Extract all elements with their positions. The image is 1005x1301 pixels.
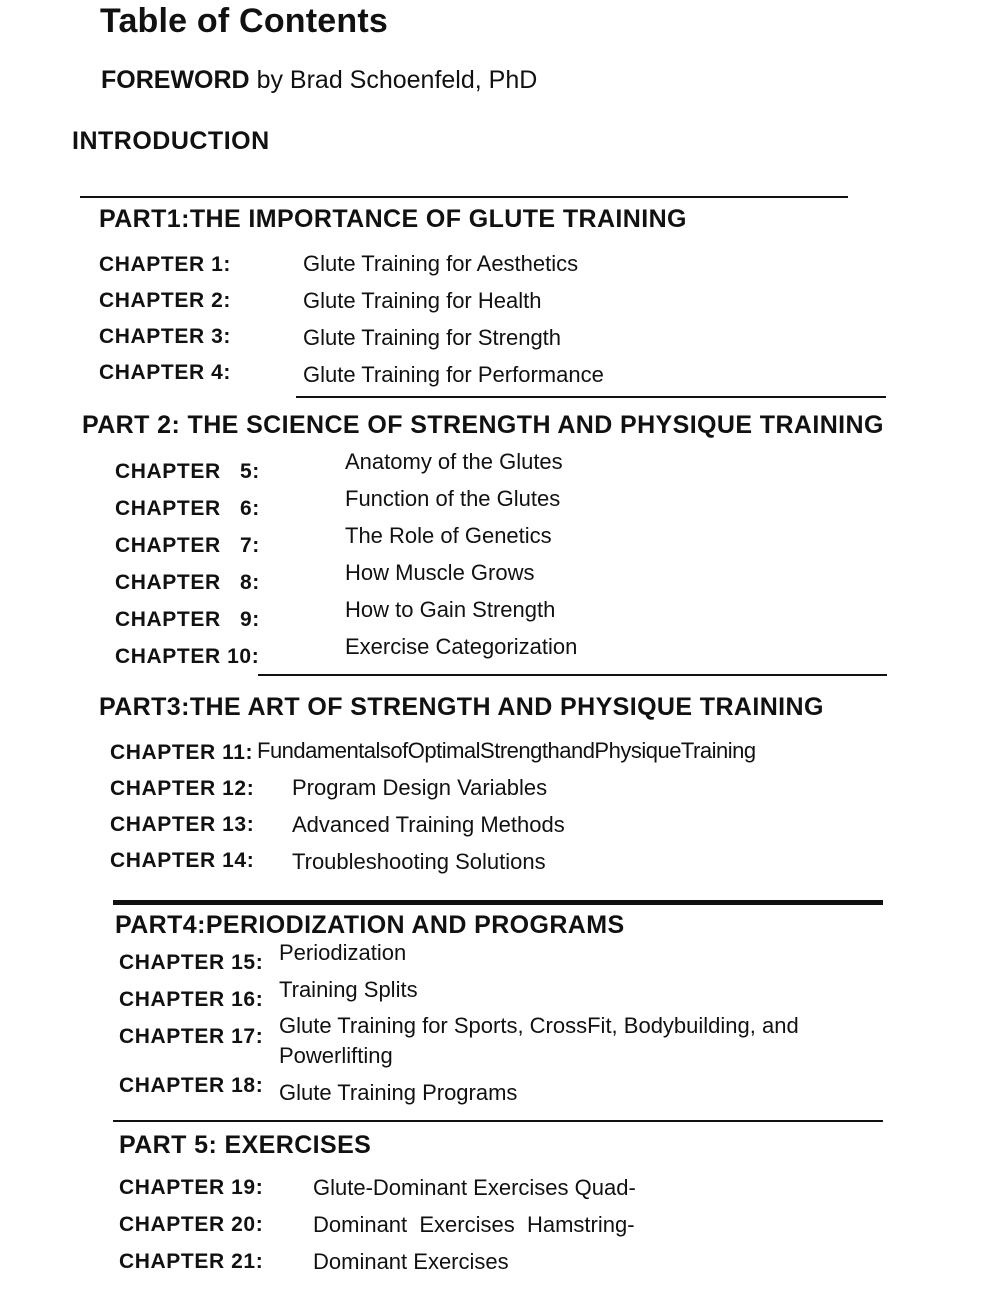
part-2-divider — [296, 396, 886, 398]
part-4-divider — [113, 900, 883, 905]
chapter-8-label: CHAPTER 8: — [115, 571, 260, 594]
chapter-5-title: Anatomy of the Glutes — [345, 449, 563, 474]
chapter-8-title: How Muscle Grows — [345, 560, 535, 585]
chapter-15-label: CHAPTER 15: — [119, 951, 264, 974]
chapter-10-title: Exercise Categorization — [345, 634, 578, 659]
chapter-6-title: Function of the Glutes — [345, 486, 561, 511]
foreword-byline: by Brad Schoenfeld, PhD — [256, 66, 538, 94]
chapter-13-label: CHAPTER 13: — [110, 813, 255, 836]
chapter-5-label: CHAPTER 5: — [115, 460, 260, 483]
chapter-19-title: Glute-Dominant Exercises Quad- — [313, 1175, 636, 1200]
foreword-line — [101, 66, 537, 95]
foreword-label: FOREWORD — [101, 66, 250, 94]
chapter-6-label: CHAPTER 6: — [115, 497, 260, 520]
chapter-14-label: CHAPTER 14: — [110, 849, 255, 872]
page-title: Table of Contents — [100, 2, 388, 40]
part-3-divider — [258, 674, 887, 676]
chapter-21-title: Dominant Exercises — [313, 1249, 509, 1274]
chapter-13-title: Advanced Training Methods — [292, 812, 565, 837]
chapter-3-title: Glute Training for Strength — [303, 325, 562, 350]
chapter-16-title: Training Splits — [279, 977, 418, 1002]
chapter-9-title: How to Gain Strength — [345, 597, 556, 622]
chapter-10-label: CHAPTER 10: — [115, 645, 260, 668]
chapter-11-label: CHAPTER 11: — [110, 741, 254, 764]
introduction-heading: INTRODUCTION — [72, 127, 270, 155]
part-1-heading: PART1:THE IMPORTANCE OF GLUTE TRAINING — [99, 205, 687, 233]
chapter-19-label: CHAPTER 19: — [119, 1176, 264, 1199]
chapter-17-title-line-2: Powerlifting — [279, 1043, 393, 1068]
chapter-4-title: Glute Training for Performance — [303, 362, 604, 387]
chapter-3-label: CHAPTER 3: — [99, 325, 232, 348]
part-1-divider — [80, 196, 848, 198]
chapter-15-title: Periodization — [279, 940, 407, 965]
chapter-12-label: CHAPTER 12: — [110, 777, 255, 800]
chapter-18-label: CHAPTER 18: — [119, 1074, 264, 1097]
chapter-7-label: CHAPTER 7: — [115, 534, 260, 557]
part-3-heading: PART3:THE ART OF STRENGTH AND PHYSIQUE TRAINING — [99, 693, 824, 721]
chapter-2-title: Glute Training for Health — [303, 288, 542, 313]
chapter-1-title: Glute Training for Aesthetics — [303, 251, 579, 276]
part-5-divider — [113, 1120, 883, 1122]
part-2-heading: PART 2: THE SCIENCE OF STRENGTH AND PHYSIQUE TRAINING — [82, 411, 884, 439]
chapter-16-label: CHAPTER 16: — [119, 988, 264, 1011]
part-4-heading: PART4:PERIODIZATION AND PROGRAMS — [115, 911, 625, 939]
chapter-17-label: CHAPTER 17: — [119, 1025, 264, 1048]
chapter-21-label: CHAPTER 21: — [119, 1250, 264, 1273]
chapter-11-title: FundamentalsofOptimalStrengthandPhysiqueTraining — [257, 738, 756, 763]
chapter-18-title: Glute Training Programs — [279, 1080, 518, 1105]
chapter-17-title: Glute Training for Sports, CrossFit, Bodybuilding, and — [279, 1013, 799, 1038]
chapter-12-title: Program Design Variables — [292, 775, 548, 800]
chapter-20-label: CHAPTER 20: — [119, 1213, 264, 1236]
chapter-2-label: CHAPTER 2: — [99, 289, 232, 312]
chapter-20-title: Dominant Exercises Hamstring- — [313, 1212, 635, 1237]
chapter-4-label: CHAPTER 4: — [99, 361, 232, 384]
chapter-1-label: CHAPTER 1: — [99, 253, 232, 276]
chapter-9-label: CHAPTER 9: — [115, 608, 260, 631]
chapter-14-title: Troubleshooting Solutions — [292, 849, 546, 874]
part-5-heading: PART 5: EXERCISES — [119, 1131, 372, 1159]
chapter-7-title: The Role of Genetics — [345, 523, 552, 548]
